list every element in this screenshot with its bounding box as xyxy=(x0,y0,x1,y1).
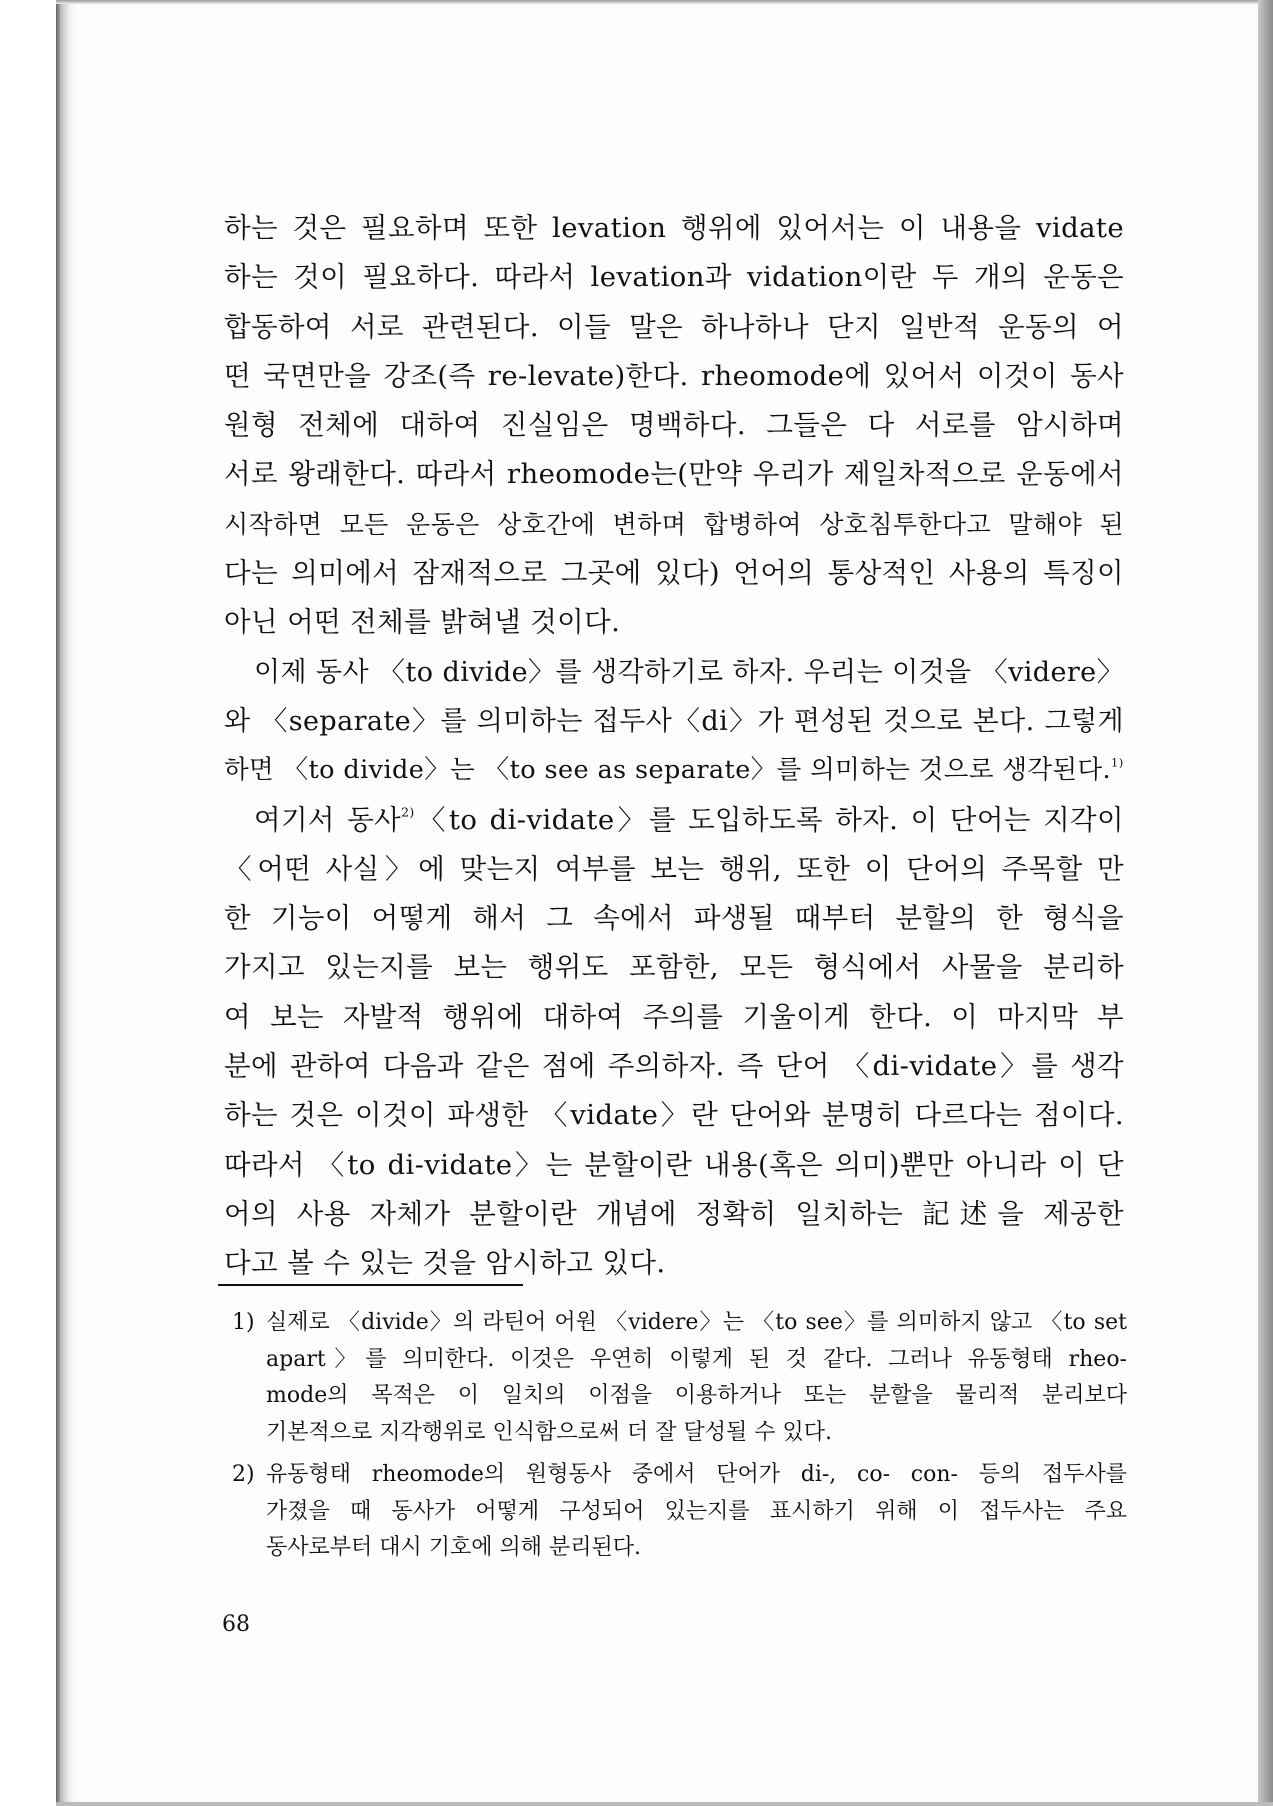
text-line xyxy=(224,746,1124,795)
footnote-line: apart〉를 의미한다. 이것은 우연히 이렇게 된 것 같다. 그러나 유동형태 rheo- xyxy=(266,1346,1127,1372)
footnote-line: 기본적으로 지각행위로 인식함으로써 더 잘 달성될 수 있다. xyxy=(266,1419,832,1445)
text-line: 이제 동사 〈to divide〉를 생각하기로 하자. 우리는 이것을 〈videre〉 xyxy=(254,656,1124,688)
footnote-1 xyxy=(232,1305,1127,1451)
text-line: 다고 볼 수 있는 것을 암시하고 있다. xyxy=(224,1247,666,1280)
footnote-ref-1: 1) xyxy=(1111,755,1124,770)
footnote-line: 가졌을 때 동사가 어떻게 구성되어 있는지를 표시하기 위해 이 접두사는 주요 xyxy=(266,1498,1127,1524)
page-edge-top xyxy=(56,0,1258,4)
footnote-ref-2: 2) xyxy=(401,805,415,820)
paragraph-2 xyxy=(224,648,1124,796)
footnotes xyxy=(232,1305,1127,1573)
text-line: 분에 관하여 다음과 같은 점에 주의하자. 즉 단어 〈di-vidate〉를 생각 xyxy=(224,1050,1124,1083)
footnote-marker: 1) xyxy=(232,1310,255,1335)
text-line: 하는 것은 필요하며 또한 levation 행위에 있어서는 이 내용을 vidate xyxy=(224,212,1124,244)
text-line: 하는 것이 필요하다. 따라서 levation과 vidation이란 두 개의 운동은 xyxy=(224,261,1124,294)
text-line: 따라서 〈to di-vidate〉는 분할이란 내용(혹은 의미)뿐만 아니라 이 단 xyxy=(224,1148,1124,1181)
paragraph-1 xyxy=(224,204,1124,648)
text-line: 한 기능이 어떻게 해서 그 속에서 파생될 때부터 분할의 한 형식을 xyxy=(224,902,1124,935)
footnote-marker: 2) xyxy=(232,1462,255,1487)
text-line: 떤 국면만을 강조(즉 re-levate)한다. rheomode에 있어서 이것이 동사 xyxy=(224,359,1124,392)
text-line: 아닌 어떤 전체를 밝혀낼 것이다. xyxy=(224,606,621,639)
text-line: 와 〈separate〉를 의미하는 접두사〈di〉가 편성된 것으로 본다. 그렇게 xyxy=(224,705,1124,737)
footnote-line: mode의 목적은 이 일치의 이점을 이용하거나 또는 분할을 물리적 분리보다 xyxy=(266,1383,1127,1408)
text-line: 하는 것은 이것이 파생한 〈vidate〉란 단어와 분명히 다르다는 점이다. xyxy=(224,1099,1124,1132)
text-line: 가지고 있는지를 보는 행위도 포함한, 모든 형식에서 사물을 분리하 xyxy=(224,951,1124,984)
text-line: 어의 사용 자체가 분할이란 개념에 정확히 일치하는 記述을 제공한 xyxy=(224,1197,1124,1230)
page-bottom-shadow xyxy=(56,1802,1273,1806)
page-number: 68 xyxy=(222,1612,250,1637)
text-span: 〈to di-vidate〉를 도입하도록 하자. 이 단어는 지각이 xyxy=(414,803,1124,836)
text-line: 시작하면 모든 운동은 상호간에 변하며 합병하여 상호침투한다고 말해야 된 xyxy=(224,509,1124,539)
text-span: 여기서 동사 xyxy=(254,803,402,836)
footnote-line: 동사로부터 대시 기호에 의해 분리된다. xyxy=(266,1535,641,1560)
text-line: 원형 전체에 대하여 진실임은 명백하다. 그들은 다 서로를 암시하며 xyxy=(224,409,1124,442)
next-page-shadow xyxy=(1258,0,1273,1806)
body-text xyxy=(224,204,1124,1289)
text-line: 여 보는 자발적 행위에 대하여 주의를 기울이게 한다. 이 마지막 부 xyxy=(224,1000,1124,1033)
text-line: 다는 의미에서 잠재적으로 그곳에 있다) 언어의 통상적인 사용의 특징이 xyxy=(224,557,1124,590)
text-line: 합동하여 서로 관련된다. 이들 말은 하나하나 단지 일반적 운동의 어 xyxy=(224,310,1124,343)
text-line xyxy=(224,796,1124,845)
text-span: 하면 〈to divide〉는 〈to see as separate〉를 의미하는 것으로 생각된다. xyxy=(224,755,1111,786)
footnote-2 xyxy=(232,1457,1127,1567)
text-line: 서로 왕래한다. 따라서 rheomode는(만약 우리가 제일차적으로 운동에서 xyxy=(224,458,1124,491)
paragraph-3 xyxy=(224,796,1124,1289)
footnote-separator xyxy=(218,1284,523,1286)
footnote-line: 실제로 〈divide〉의 라틴어 어원 〈videre〉는 〈to see〉를 의미하지 않고 〈to set xyxy=(266,1310,1127,1335)
footnote-line: 유동형태 rheomode의 원형동사 중에서 단어가 di-, co- con- 등의 접두사를 xyxy=(266,1462,1127,1487)
text-line: 〈어떤 사실〉에 맞는지 여부를 보는 행위, 또한 이 단어의 주목할 만 xyxy=(224,852,1124,885)
